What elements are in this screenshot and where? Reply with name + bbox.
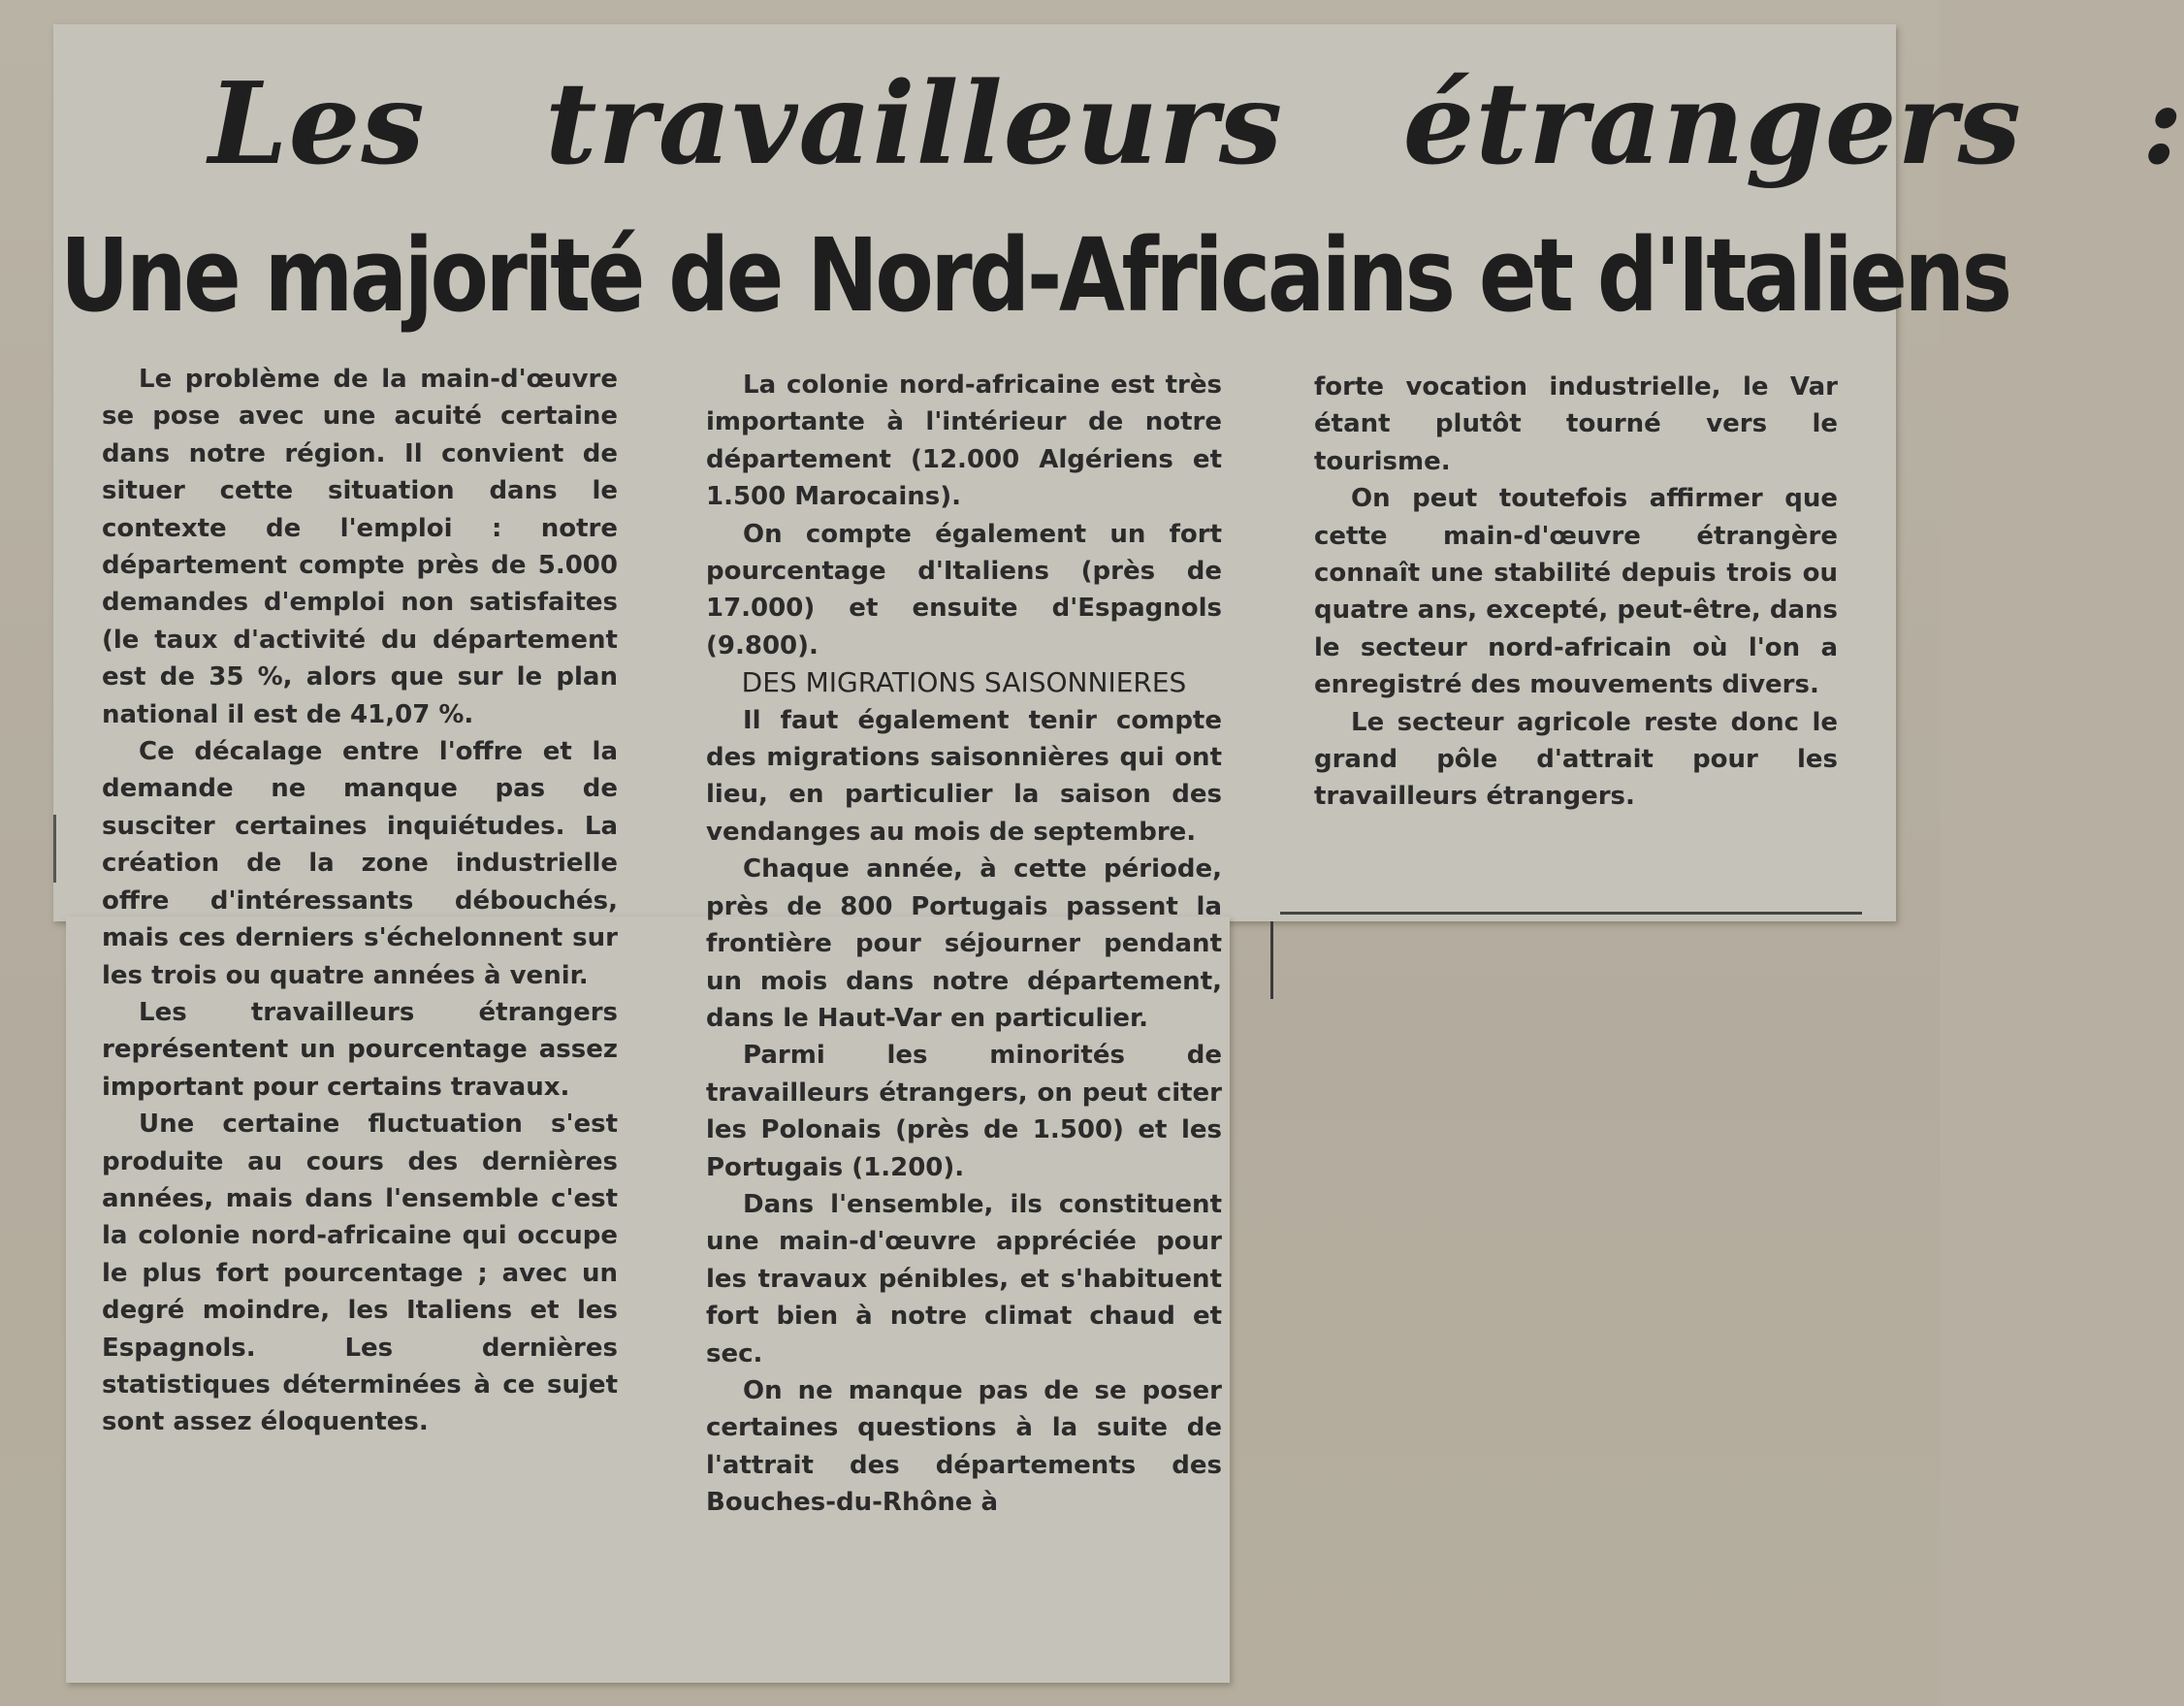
paragraph: Les travailleurs étrangers représentent un pourcentage assez important pour certains travaux. bbox=[102, 997, 618, 1102]
paragraph: Le problème de la main-d'œuvre se pose avec une acuité certaine dans notre région. Il convient de situer cette situation dans le contexte de l'emploi : notre département compte près de 5.000 demandes d'emploi non satisfaites (le taux d'activité du département est de 35 %, alors que sur le plan national il est de 41,07 %. bbox=[102, 365, 618, 729]
paragraph: On peut toutefois affirmer que cette main-d'œuvre étrangère connaît une stabilité depuis trois ou quatre ans, excepté, peut-être, dans le secteur nord-africain où l'on a enregistré des mouvements divers. bbox=[1314, 484, 1838, 700]
headline-line-1: Les travailleurs étrangers : bbox=[209, 58, 2184, 190]
paragraph: Dans l'ensemble, ils constituent une main-d'œuvre appréciée pour les travaux pénibles, et s'habituent fort bien à notre climat chaud et sec. bbox=[706, 1189, 1222, 1368]
column-end-rule bbox=[1280, 912, 1862, 915]
paragraph-continued: forte vocation industrielle, le Var étant plutôt tourné vers le tourisme. bbox=[1314, 372, 1838, 476]
paragraph: Il faut également tenir compte des migrations saisonnières qui ont lieu, en particulier la saison des vendanges au mois de septembre. bbox=[706, 705, 1222, 847]
column-divider bbox=[1270, 921, 1273, 999]
paragraph: Chaque année, à cette période, près de 800 Portugais passent la frontière pour séjourner pendant un mois dans notre département, dans le Haut-Var en particulier. bbox=[706, 854, 1222, 1033]
paragraph: La colonie nord-africaine est très importante à l'intérieur de notre département (12.000 Algériens et 1.500 Marocains). bbox=[706, 370, 1222, 512]
paragraph: Le secteur agricole reste donc le grand pôle d'attrait pour les travailleurs étrangers. bbox=[1314, 707, 1838, 812]
headline-line-2: Une majorité de Nord-Africains et d'Italiens bbox=[60, 216, 2009, 335]
subheading: DES MIGRATIONS SAISONNIERES bbox=[741, 666, 1187, 699]
paragraph: On ne manque pas de se poser certaines questions à la suite de l'attrait des départements des Bouches-du-Rhône à bbox=[706, 1375, 1222, 1518]
article-column-2 bbox=[706, 367, 1222, 1522]
article-column-3 bbox=[1314, 369, 1838, 816]
paper-edge-mark bbox=[53, 815, 56, 883]
paragraph: Ce décalage entre l'offre et la demande ne manque pas de susciter certaines inquiétudes. La création de la zone industrielle offre d'intéressants débouchés, mais ces derniers s'échelonnent sur les trois ou quatre années à venir. bbox=[102, 737, 618, 990]
article-column-1 bbox=[102, 361, 618, 1441]
paragraph: Parmi les minorités de travailleurs étrangers, on peut citer les Polonais (près de 1.500) et les Portugais (1.200). bbox=[706, 1041, 1222, 1182]
paragraph: Une certaine fluctuation s'est produite au cours des dernières années, mais dans l'ensemble c'est la colonie nord-africaine qui occupe le plus fort pourcentage ; avec un degré moindre, les Italiens et les Espagnols. Les dernières statistiques déterminées à ce sujet sont assez éloquentes. bbox=[102, 1110, 618, 1437]
paragraph: On compte également un fort pourcentage d'Italiens (près de 17.000) et ensuite d'Espagnols (9.800). bbox=[706, 519, 1222, 660]
